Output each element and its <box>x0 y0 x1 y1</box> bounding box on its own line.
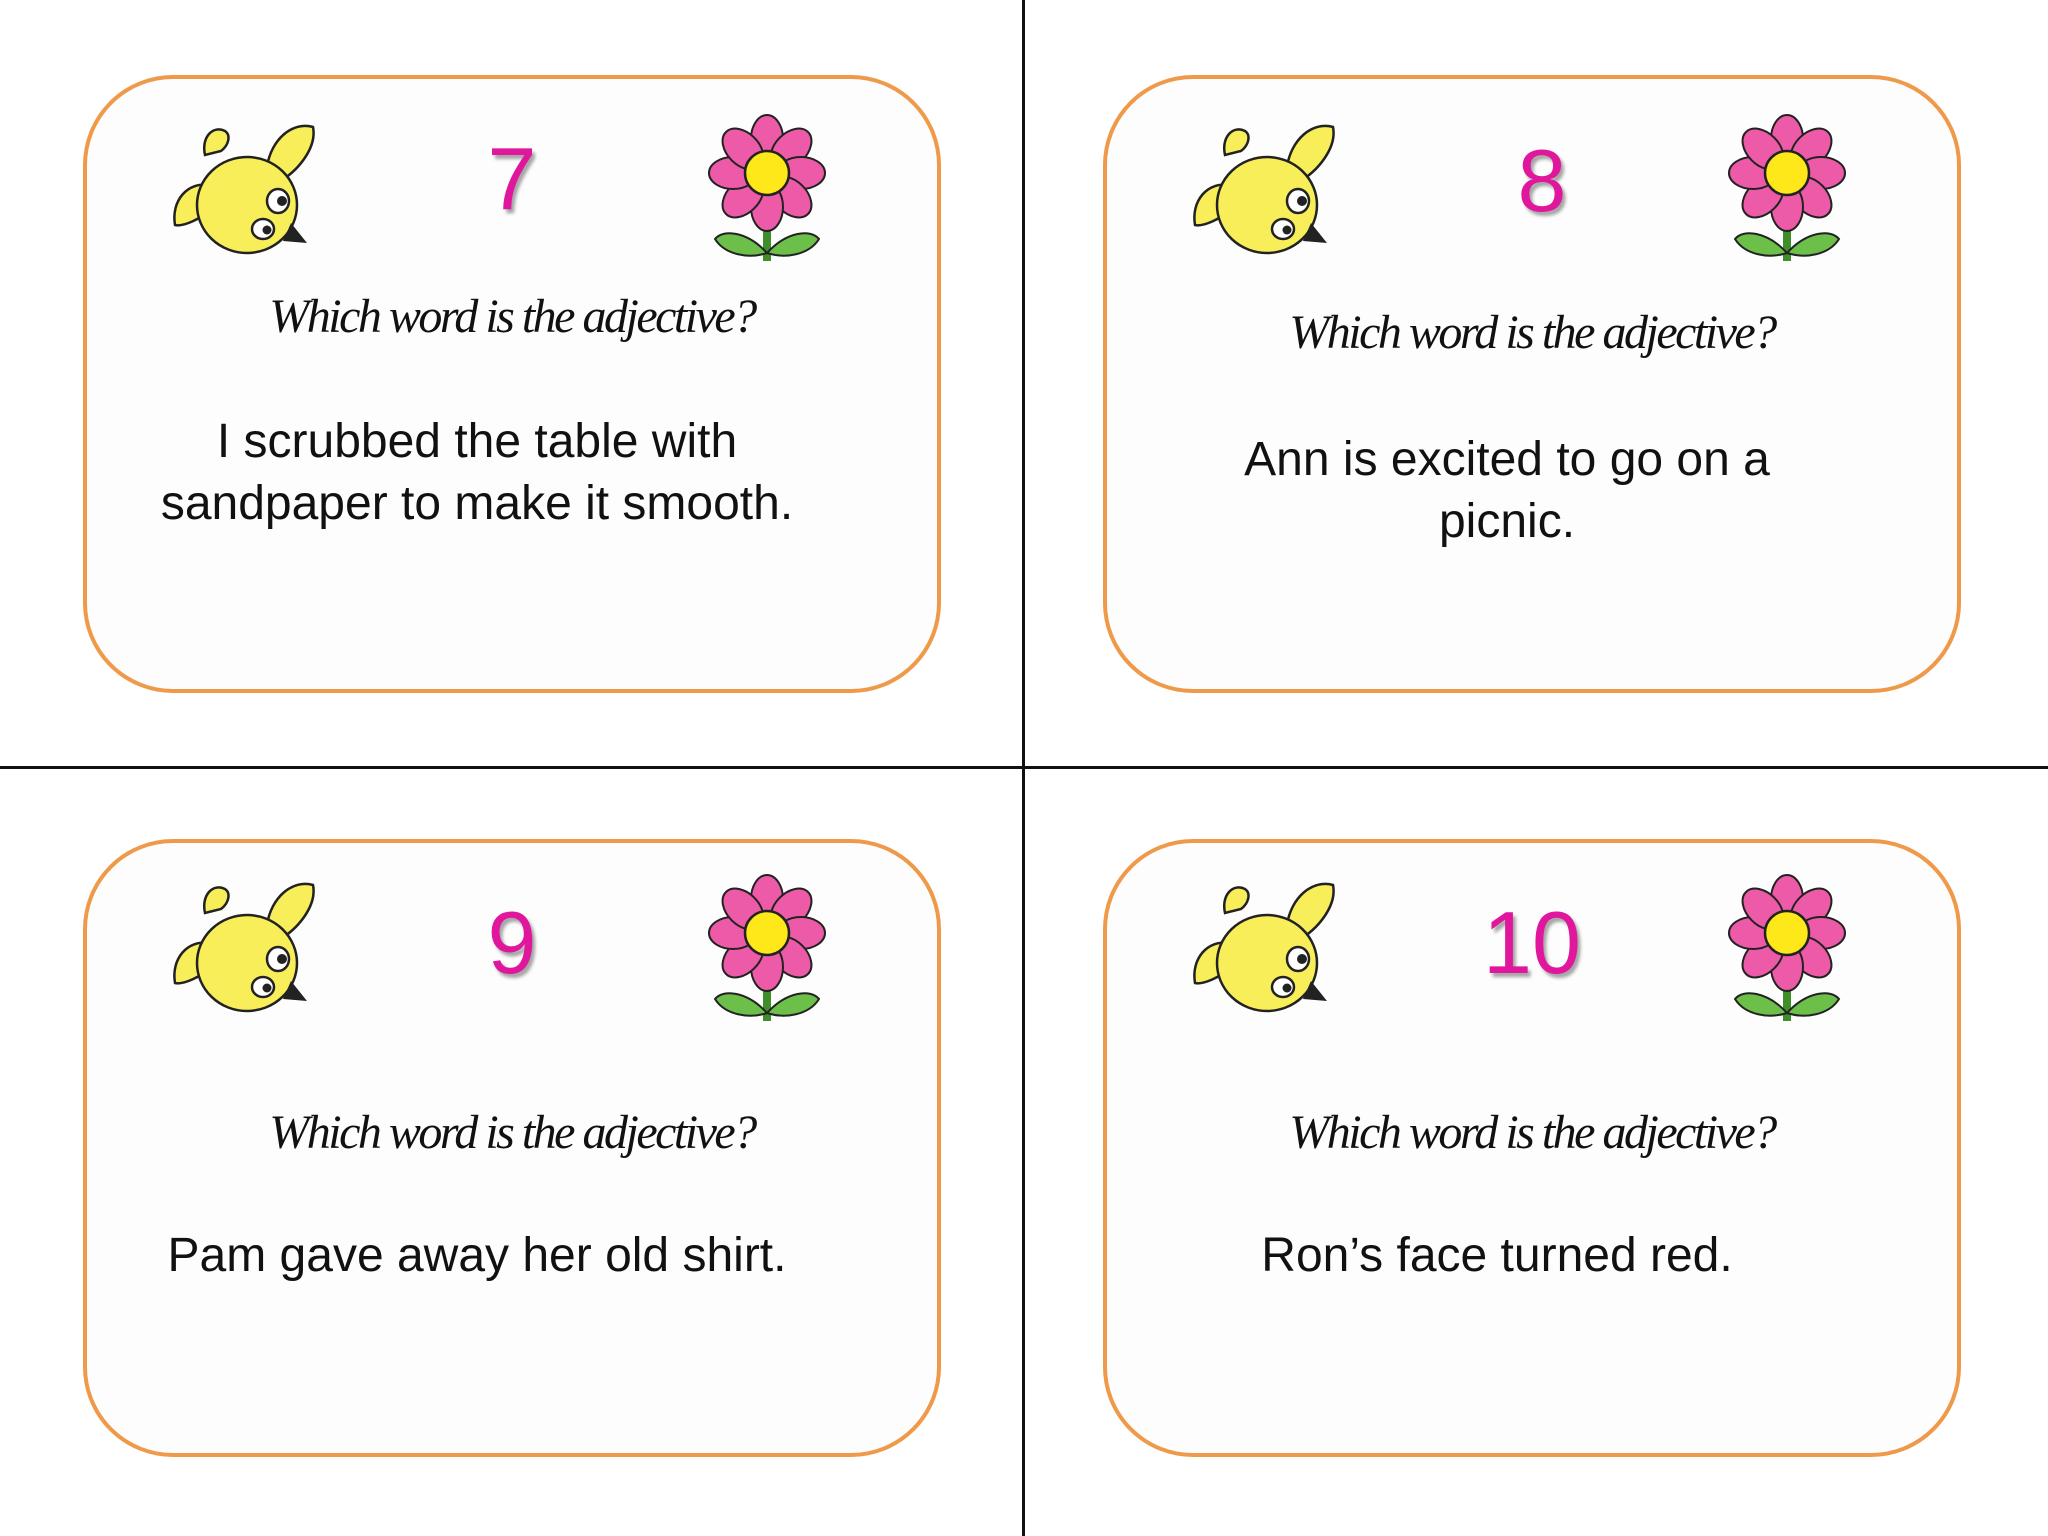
cut-line-horizontal <box>0 766 2048 769</box>
card-number: 10 <box>1483 893 1581 992</box>
card-question: Which word is the adjective? <box>1289 306 1775 359</box>
card-sentence: Pam gave away her old shirt. <box>167 1229 787 1282</box>
flower-icon <box>1717 111 1857 271</box>
card-sentence: I scrubbed the table with sandpaper to make it smooth. <box>160 415 794 530</box>
card-sentence: Ann is excited to go on a picnic. <box>1244 433 1770 548</box>
flower-icon <box>1717 871 1857 1031</box>
task-card-cell-8 <box>1025 0 2047 766</box>
card-number: 7 <box>487 129 537 228</box>
card-sentence: Ron’s face turned red. <box>1261 1229 1733 1282</box>
card-question: Which word is the adjective? <box>269 1106 755 1159</box>
task-card-10 <box>1103 839 1961 1457</box>
flower-icon <box>697 111 837 271</box>
task-card-7 <box>83 75 941 693</box>
card-question: Which word is the adjective? <box>1289 1106 1775 1159</box>
task-card-cell-9 <box>0 769 1022 1535</box>
task-card-cell-10 <box>1025 769 2047 1535</box>
task-card-8 <box>1103 75 1961 693</box>
card-number: 8 <box>1517 131 1567 230</box>
task-card-cell-7 <box>0 0 1022 766</box>
flower-icon <box>697 871 837 1031</box>
card-number: 9 <box>487 893 537 992</box>
task-card-9 <box>83 839 941 1457</box>
card-question: Which word is the adjective? <box>269 290 755 343</box>
